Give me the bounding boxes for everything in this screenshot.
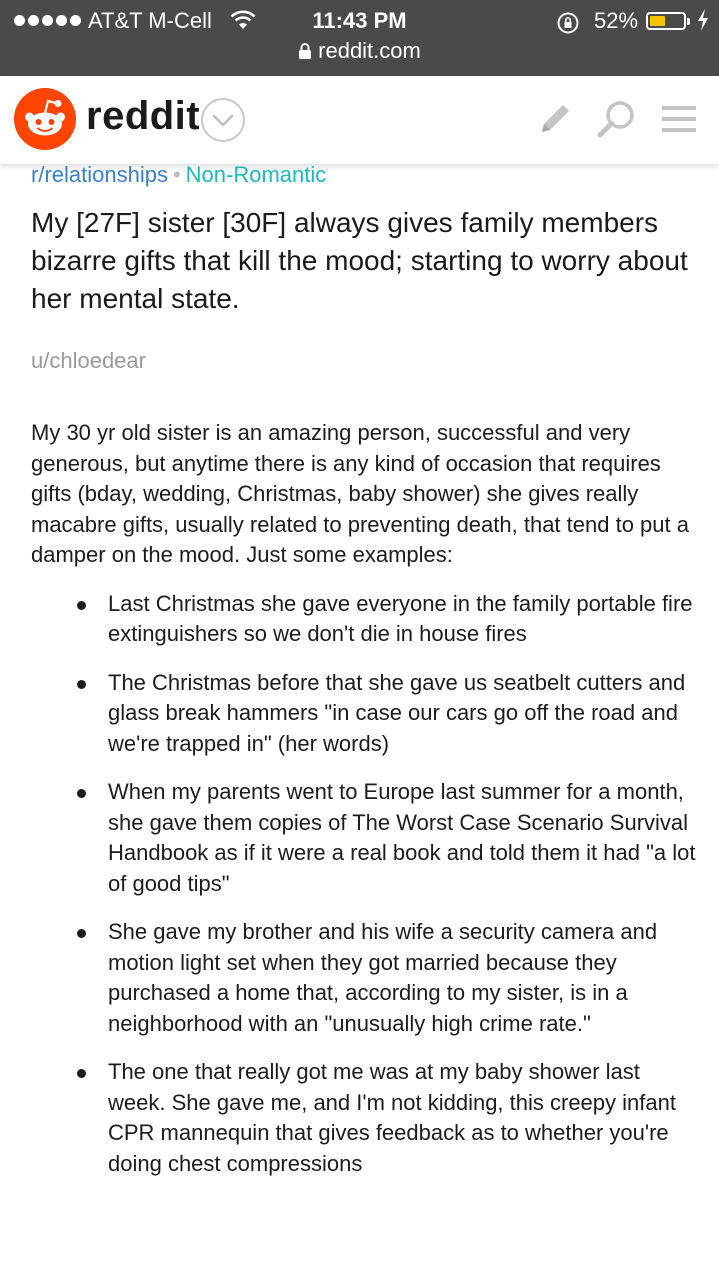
list-item [31, 1057, 701, 1179]
examples-list [31, 589, 701, 1180]
list-item-text: The Christmas before that she gave us seatbelt cutters and glass break hammers "in case our cars go off the road and we're trapped in" (her words) [108, 669, 686, 756]
pencil-icon[interactable] [534, 98, 576, 140]
site-header [0, 76, 719, 164]
subreddit-link[interactable]: r/relationships [31, 162, 168, 187]
chevron-down-icon [203, 100, 243, 140]
clock: 11:43 PM [312, 8, 407, 33]
battery-percent: 52% [594, 8, 639, 33]
address-bar[interactable] [0, 38, 719, 64]
rotation-lock-icon [556, 11, 580, 35]
list-item [31, 668, 701, 760]
list-item [31, 777, 701, 899]
post [31, 160, 701, 1197]
list-item-text: The one that really got me was at my baby shower last week. She gave me, and I'm not kidding, this creepy infant CPR mannequin that gives feedback as to whether you're doing chest compressions [108, 1059, 676, 1176]
community-dropdown-button[interactable] [201, 98, 245, 142]
list-item-text: She gave my brother and his wife a security camera and motion light set when they got married because they purchased a home that, according to my sister, is in a neighborhood with an "unusually high crime rate." [108, 919, 658, 1036]
list-item-text: Last Christmas she gave everyone in the family portable fire extinguishers so we don't die in house fires [108, 590, 693, 646]
bullet [77, 601, 86, 610]
post-flair[interactable]: Non-Romantic [185, 162, 327, 187]
reddit-wordmark[interactable]: reddit [86, 94, 201, 138]
post-meta [31, 162, 701, 188]
post-author[interactable]: u/chloedear [31, 348, 146, 373]
bullet [77, 789, 86, 798]
hamburger-menu-icon[interactable] [662, 104, 696, 134]
list-item [31, 589, 701, 650]
battery-icon [646, 12, 686, 30]
url-text: reddit.com [318, 38, 421, 63]
post-title: My [27F] sister [30F] always gives family members bizarre gifts that kill the mood; starting to worry about her mental state. [31, 207, 688, 314]
bullet [77, 680, 86, 689]
list-item-text: When my parents went to Europe last summer for a month, she gave them copies of The Worst Case Scenario Survival Handbook as if it were a real book and told them it had "a lot of good tips" [108, 779, 696, 896]
bullet [77, 929, 86, 938]
list-item [31, 917, 701, 1039]
bullet [77, 1069, 86, 1078]
post-body [31, 418, 701, 1179]
meta-separator: • [172, 162, 181, 187]
charging-bolt-icon [696, 8, 710, 32]
post-body-intro: My 30 yr old sister is an amazing person, successful and very generous, but anytime there is any kind of occasion that requires gifts (bday, wedding, Christmas, baby shower) she gives really macabre gifts, usually related to preventing death, that tend to put a damper on the mood. Just some examples: [31, 420, 689, 567]
padlock-icon [298, 42, 312, 60]
carrier-name: AT&T M-Cell [88, 8, 212, 33]
status-bar [0, 0, 719, 76]
reddit-logo-icon[interactable] [14, 88, 76, 150]
search-icon[interactable] [594, 98, 638, 142]
